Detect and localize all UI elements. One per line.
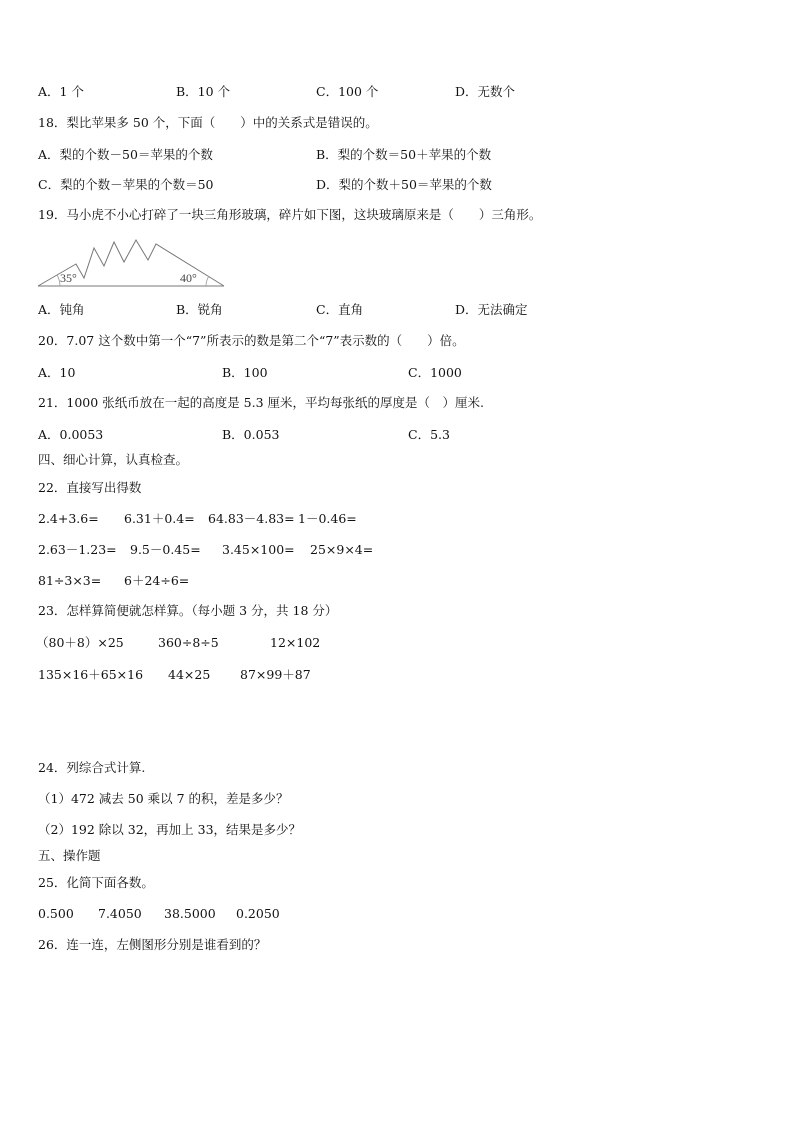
- q22-item: 2.63－1.23=: [38, 542, 117, 557]
- section-5-heading: 五、操作题: [38, 848, 101, 863]
- q25-item: 0.500: [38, 906, 74, 921]
- q23-item: （80＋8）×25: [36, 635, 124, 650]
- q21-option-b: B．0.053: [222, 427, 280, 442]
- q17-option-c: C．100 个: [316, 84, 379, 99]
- q18-option-b: B．梨的个数＝50＋苹果的个数: [316, 147, 492, 162]
- q18-stem: 18．梨比苹果多 50 个，下面（ ）中的关系式是错误的。: [38, 115, 378, 130]
- q19-option-d: D．无法确定: [455, 302, 528, 317]
- q24-part-2: （2）192 除以 32，再加上 33，结果是多少？: [38, 822, 302, 837]
- q26-stem: 26．连一连，左侧图形分别是谁看到的？: [38, 937, 267, 952]
- q22-stem: 22．直接写出得数: [38, 480, 142, 495]
- q21-stem: 21．1000 张纸币放在一起的高度是 5.3 厘米，平均每张纸的厚度是（ ）厘米.: [38, 395, 484, 410]
- angle-35-label: 35°: [60, 271, 77, 285]
- q24-part-1: （1）472 减去 50 乘以 7 的积，差是多少？: [38, 791, 289, 806]
- q23-item: 12×102: [270, 635, 321, 650]
- q23-stem: 23．怎样算简便就怎样算。（每小题 3 分，共 18 分）: [38, 603, 338, 618]
- q22-item: 6.31＋0.4=: [124, 511, 195, 526]
- q19-stem: 19．马小虎不小心打碎了一块三角形玻璃，碎片如下图，这块玻璃原来是（ ）三角形。: [38, 207, 542, 222]
- q19-option-c: C．直角: [316, 302, 364, 317]
- q22-item: 3.45×100=: [222, 542, 295, 557]
- q25-item: 0.2050: [236, 906, 280, 921]
- q20-option-b: B．100: [222, 365, 268, 380]
- q22-item: 6＋24÷6=: [124, 573, 190, 588]
- q22-item: 1－0.46=: [298, 511, 357, 526]
- q22-item: 2.4+3.6=: [38, 511, 99, 526]
- angle-40-label: 40°: [180, 271, 197, 285]
- q22-item: 9.5－0.45=: [130, 542, 201, 557]
- q25-item: 7.4050: [98, 906, 142, 921]
- q19-option-a: A．钝角: [38, 302, 85, 317]
- q23-item: 44×25: [168, 667, 211, 682]
- q23-item: 135×16＋65×16: [38, 667, 144, 682]
- q21-option-a: A．0.0053: [38, 427, 104, 442]
- q22-item: 64.83－4.83=: [208, 511, 295, 526]
- q23-item: 87×99＋87: [240, 667, 311, 682]
- q19-option-b: B．锐角: [176, 302, 223, 317]
- q18-option-d: D．梨的个数＋50＝苹果的个数: [316, 177, 492, 192]
- q23-item: 360÷8÷5: [158, 635, 219, 650]
- q25-item: 38.5000: [164, 906, 216, 921]
- q25-stem: 25．化简下面各数。: [38, 875, 154, 890]
- q17-option-a: A．1 个: [38, 84, 84, 99]
- q22-item: 81÷3×3=: [38, 573, 102, 588]
- q21-option-c: C．5.3: [408, 427, 450, 442]
- q22-item: 25×9×4=: [310, 542, 374, 557]
- q24-stem: 24．列综合式计算.: [38, 760, 146, 775]
- q20-stem: 20．7.07 这个数中第一个“7”所表示的数是第二个“7”表示数的（ ）倍。: [38, 333, 465, 348]
- q17-option-b: B．10 个: [176, 84, 231, 99]
- q18-option-c: C．梨的个数－苹果的个数＝50: [38, 177, 214, 192]
- section-4-heading: 四、细心计算，认真检查。: [38, 452, 189, 467]
- q18-option-a: A．梨的个数－50＝苹果的个数: [38, 147, 213, 162]
- q20-option-c: C．1000: [408, 365, 462, 380]
- q20-option-a: A．10: [38, 365, 76, 380]
- broken-triangle-figure: [36, 232, 228, 290]
- q17-option-d: D．无数个: [455, 84, 516, 99]
